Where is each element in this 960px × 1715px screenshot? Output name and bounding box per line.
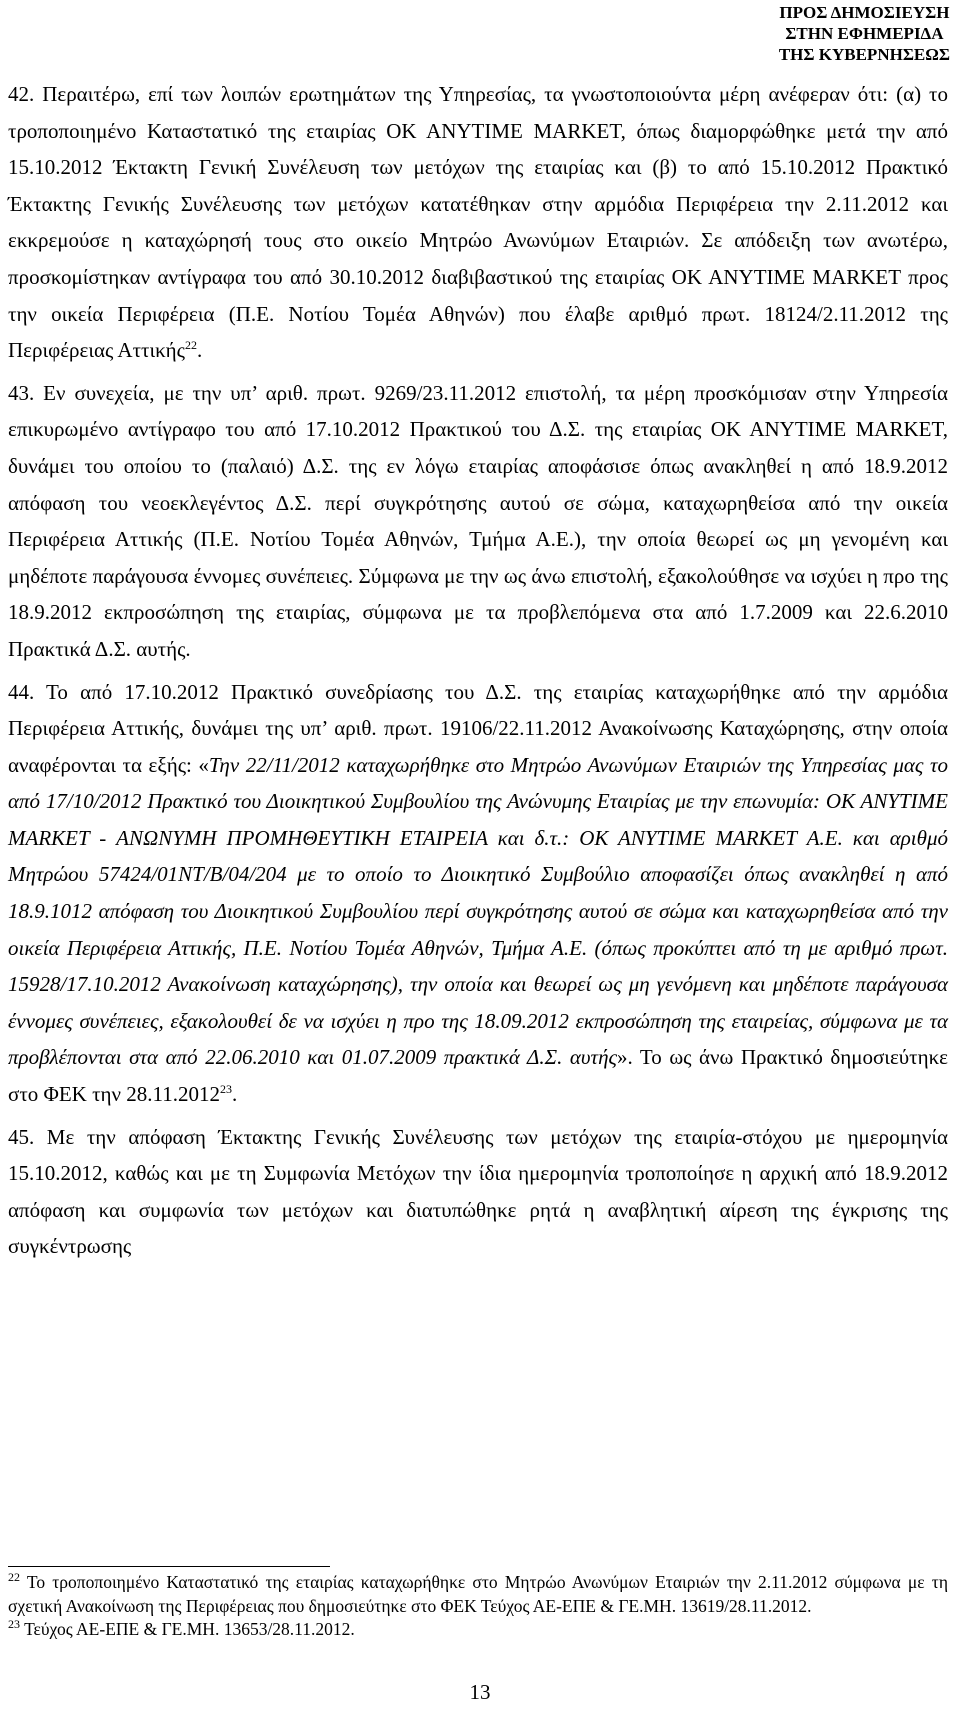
- paragraph-44-quote: Την 22/11/2012 καταχωρήθηκε στο Μητρώο Ανωνύμων Εταιριών της Υπηρεσίας μας το από 17/10/2012 Πρακτικό του Διοικητικού Συμβουλίου της Ανώνυμης Εταιρίας με την επωνυμία: ΟΚ ΑΝΥΤΙΜΕ MARKET - ΑΝΩΝΥΜΗ ΠΡΟΜΗΘΕΥΤΙΚΗ ΕΤΑΙΡΕΙΑ και δ.τ.: ΟΚ ΑΝΥΤΙΜΕ MARKET Α.Ε. και αριθμό Μητρώου 57424/01ΝΤ/Β/04/204 με το οποίο το Διοικητικό Συμβούλιο αποφασίζει όπως ανακληθεί η από 18.9.1012 απόφαση του Διοικητικού Συμβουλίου περί συγκρότησης αυτού σε σώμα και καταχωρηθείσα από την οικεία Περιφέρεια Αττικής, Π.Ε. Νοτίου Τομέα Αθηνών, Τμήμα Α.Ε. (όπως προκύπτει από τη με αριθμό πρωτ. 15928/17.10.2012 Ανακοίνωση καταχώρησης), την οποία και θεωρεί ως μη γενόμενη και μηδέποτε παράγουσα έννομες συνέπειες, εξακολουθεί δε να ισχύει η προ της 18.09.2012 εκπροσώπηση της εταιρείας, σύμφωνα με τα προβλέπονται στα από 22.06.2010 και 01.07.2009 πρακτικά Δ.Σ. αυτής: [8, 752, 948, 1070]
- paragraph-42-end: .: [196, 338, 203, 363]
- footnote-text: Τεύχος ΑΕ-ΕΠΕ & ΓΕ.ΜΗ. 13653/28.11.2012.: [24, 1619, 355, 1639]
- footnote-ref-23[interactable]: 23: [220, 1082, 232, 1097]
- paragraph-44-end: .: [232, 1082, 238, 1107]
- header-line-2: ΣΤΗΝ ΕΦΗΜΕΡΙΔΑ: [785, 24, 944, 43]
- paragraph-42: [8, 76, 948, 369]
- footnote-23: [8, 1618, 948, 1642]
- header-line-3: ΤΗΣ ΚΥΒΕΡΝΗΣΕΩΣ: [778, 45, 950, 64]
- footnote-separator: [8, 1566, 330, 1567]
- header-line-1: ΠΡΟΣ ΔΗΜΟΣΙΕΥΣΗ: [779, 3, 950, 22]
- document-body: [8, 76, 948, 1271]
- paragraph-44-intro: 44. Το από 17.10.2012 Πρακτικό συνεδρίασης του Δ.Σ. της εταιρίας καταχωρήθηκε από την αρμόδια Περιφέρεια Αττικής, δυνάμει της υπ’ αριθ. πρωτ. 19106/22.11.2012 Ανακοίνωσης Καταχώρησης, στην οποία αναφέρονται τα εξής: «: [8, 679, 948, 777]
- footnote-22: [8, 1571, 948, 1618]
- paragraph-42-text: 42. Περαιτέρω, επί των λοιπών ερωτημάτων της Υπηρεσίας, τα γνωστοποιούντα μέρη ανέφεραν ότι: (α) το τροποποιημένο Καταστατικό της εταιρίας ΟΚ ΑΝΥΤΙΜΕ MARKET, όπως διαμορφώθηκε μετά την από 15.10.2012 Έκτακτη Γενική Συνέλευση των μετόχων της εταιρίας και (β) το από 15.10.2012 Πρακτικό Έκτακτης Γενικής Συνέλευσης των μετόχων κατατέθηκαν στην αρμόδια Περιφέρεια την 2.11.2012 και εκκρεμούσε η καταχώρησή τους στο οικείο Μητρώο Ανωνύμων Εταιριών. Σε απόδειξη των ανωτέρω, προσκομίστηκαν αντίγραφα του από 30.10.2012 διαβιβαστικού της εταιρίας ΟΚ ΑΝΥΤΙΜΕ MARKET προς την οικεία Περιφέρεια (Π.Ε. Νοτίου Τομέα Αθηνών) που έλαβε αριθμό πρωτ. 18124/2.11.2012 της Περιφέρειας Αττικής: [8, 82, 948, 363]
- footnote-text: Το τροποποιημένο Καταστατικό της εταιρίας καταχωρήθηκε στο Μητρώο Ανωνύμων Εταιριών την 2.11.2012 σύμφωνα με τη σχετική Ανακοίνωση της Περιφέρειας που δημοσιεύτηκε στο ΦΕΚ Τεύχος ΑΕ-ΕΠΕ & ΓΕ.ΜΗ. 13619/28.11.2012.: [8, 1572, 948, 1616]
- footnote-number: 23: [8, 1617, 20, 1632]
- footnote-ref-22[interactable]: 22: [184, 338, 197, 353]
- paragraph-44-outro: ». Το ως άνω Πρακτικό δημοσιεύτηκε στο ΦΕΚ την 28.11.2012: [8, 1045, 948, 1107]
- paragraph-45: 45. Με την απόφαση Έκτακτης Γενικής Συνέλευσης των μετόχων της εταιρία-στόχου με ημερομηνία 15.10.2012, καθώς και με τη Συμφωνία Μετόχων την ίδια ημερομηνία τροποποίησε η αρχική από 18.9.2012 απόφαση και συμφωνία των μετόχων και διατυπώθηκε ρητά η αναβλητική αίρεση της έγκρισης της συγκέντρωσης: [8, 1124, 948, 1259]
- publication-header: [779, 2, 950, 65]
- paragraph-44: [8, 674, 948, 1113]
- page-number: 13: [469, 1680, 491, 1704]
- footnotes: [8, 1571, 948, 1642]
- paragraph-43: 43. Εν συνεχεία, με την υπ’ αριθ. πρωτ. 9269/23.11.2012 επιστολή, τα μέρη προσκόμισαν στην Υπηρεσία επικυρωμένο αντίγραφο του από 17.10.2012 Πρακτικού του Δ.Σ. της εταιρίας ΟΚ ΑΝΥΤΙΜΕ MARKET, δυνάμει του οποίου το (παλαιό) Δ.Σ. της εν λόγω εταιρίας αποφάσισε όπως ανακληθεί η από 18.9.2012 απόφαση του νεοεκλεγέντος Δ.Σ. περί συγκρότησης αυτού σε σώμα, καταχωρηθείσα από την οικεία Περιφέρεια Αττικής (Π.Ε. Νοτίου Τομέα Αθηνών, Τμήμα Α.Ε.), την οποία θεωρεί ως μη γενομένη και μηδέποτε παράγουσα έννομες συνέπειες. Σύμφωνα με την ως άνω επιστολή, εξακολούθησε να ισχύει η προ της 18.9.2012 εκπροσώπηση της εταιρίας, σύμφωνα με τα προβλεπόμενα στα από 1.7.2009 και 22.6.2010 Πρακτικά Δ.Σ. αυτής.: [8, 380, 948, 661]
- footnote-number: 22: [8, 1570, 20, 1585]
